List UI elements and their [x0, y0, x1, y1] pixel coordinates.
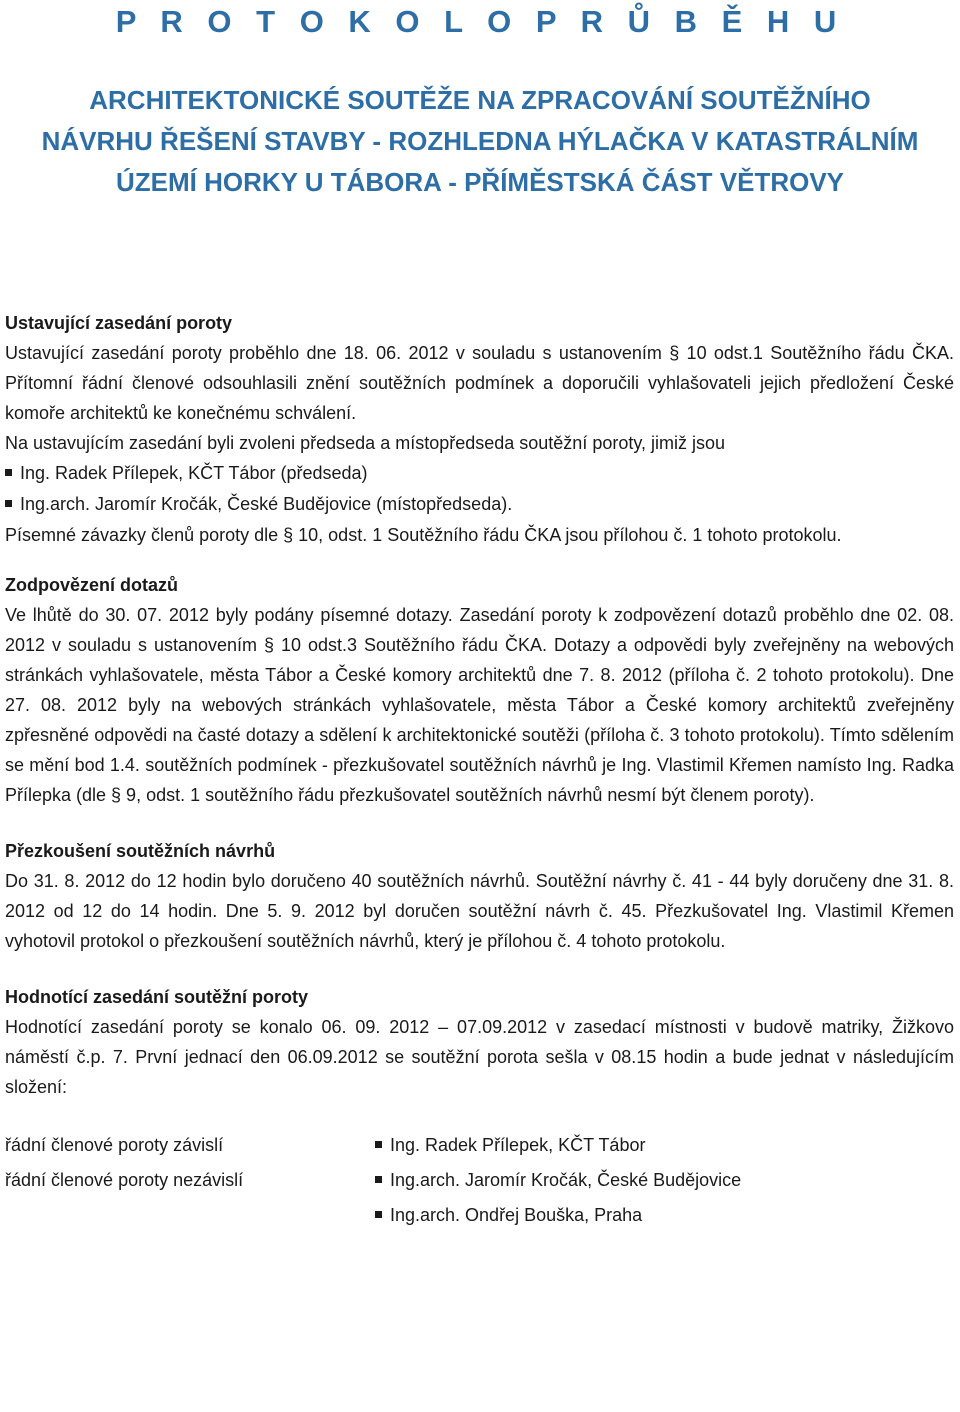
list-item-text: Ing. Radek Přílepek, KČT Tábor: [390, 1135, 646, 1155]
paragraph-dotazy: Ve lhůtě do 30. 07. 2012 byly podány písemné dotazy. Zasedání poroty k zodpovězení dotazů proběhlo dne 02. 08. 2012 v souladu s ustanovením § 10 odst.3 Soutěžního řádu ČKA. Dotazy a odpovědi byly zveřejněny na webových stránkách vyhlašovatele, města Tábor a České komory architektů dne 7. 8. 2012 (příloha č. 2 tohoto protokolu). Dne 27. 08. 2012 byly na webových stránkách vyhlašovatele, města Tábor a České komory architektů zveřejněny zpřesněné odpovědi na časté dotazy a sdělení k architektonické soutěži (příloha č. 3 tohoto protokolu). Tímto sdělením se mění bod 1.4. soutěžních podmínek - přezkušovatel soutěžních návrhů je Ing. Vlastimil Křemen namísto Ing. Radka Přílepka (dle § 9, odst. 1 soutěžního řádu přezkušovatel soutěžních návrhů nesmí být členem poroty).: [5, 605, 954, 805]
empty-label-cell: [5, 1200, 375, 1230]
jury-composition: [5, 1130, 954, 1230]
paragraph-ustavujici-2: Na ustavujícím zasedání byli zvoleni předseda a místopředseda soutěžní poroty, jimiž jsou: [5, 433, 726, 453]
subtitle-line-2: NÁVRHU ŘEŠENÍ STAVBY - ROZHLEDNA HÝLAČKA V KATASTRÁLNÍM: [41, 126, 919, 156]
list-item-text: Ing.arch. Jaromír Kročák, České Budějovice: [390, 1170, 742, 1190]
list-item: [375, 1165, 954, 1195]
list-item-text: Ing.arch. Jaromír Kročák, České Budějovice (místopředseda).: [20, 494, 513, 514]
section-heading-hodnotici: Hodnotící zasedání soutěžní poroty: [5, 987, 309, 1007]
bullet-icon: [5, 500, 12, 507]
document-subtitle: [40, 80, 920, 203]
bullet-icon: [5, 469, 12, 476]
bullet-icon: [375, 1176, 382, 1183]
list-item: [5, 458, 954, 489]
subtitle-line-1: ARCHITEKTONICKÉ SOUTĚŽE NA ZPRACOVÁNÍ SOUTĚŽNÍHO: [89, 85, 871, 115]
document-body: [5, 308, 954, 1230]
independent-members-label: řádní členové poroty nezávislí: [5, 1170, 244, 1190]
dependent-members-label: řádní členové poroty závislí: [5, 1135, 224, 1155]
list-item: [5, 489, 954, 520]
paragraph-ustavujici-3: Písemné závazky členů poroty dle § 10, odst. 1 Soutěžního řádu ČKA jsou přílohou č. 1 tohoto protokolu.: [5, 525, 842, 545]
bullet-icon: [375, 1141, 382, 1148]
section-heading-ustavujici: Ustavující zasedání poroty: [5, 313, 233, 333]
list-item: [375, 1130, 954, 1160]
paragraph-ustavujici-1: Ustavující zasedání poroty proběhlo dne 18. 06. 2012 v souladu s ustanovením § 10 odst.1 Soutěžního řádu ČKA. Přítomní řádní členové odsouhlasili znění soutěžních podmínek a doporučili vyhlašovateli jejich předložení České komoře architektů ke konečnému schválení.: [5, 343, 954, 423]
list-item-text: Ing.arch. Ondřej Bouška, Praha: [390, 1205, 643, 1225]
section-heading-dotazy: Zodpovězení dotazů: [5, 575, 178, 595]
document-title: P R O T O K O L O P R Ů B Ě H U: [115, 4, 845, 39]
list-item-text: Ing. Radek Přílepek, KČT Tábor (předseda): [20, 463, 368, 483]
list-item: [375, 1200, 954, 1230]
paragraph-hodnotici: Hodnotící zasedání poroty se konalo 06. 09. 2012 – 07.09.2012 v zasedací místnosti v budově matriky, Žižkovo náměstí č.p. 7. První jednací den 06.09.2012 se soutěžní porota sešla v 08.15 hodin a bude jednat v následujícím složení:: [5, 1017, 954, 1097]
subtitle-line-3: ÚZEMÍ HORKY U TÁBORA - PŘÍMĚSTSKÁ ČÁST VĚTROVY: [115, 167, 845, 197]
bullet-icon: [375, 1211, 382, 1218]
section-heading-prezkouseni: Přezkoušení soutěžních návrhů: [5, 841, 276, 861]
paragraph-prezkouseni: Do 31. 8. 2012 do 12 hodin bylo doručeno 40 soutěžních návrhů. Soutěžní návrhy č. 41 - 44 byly doručeny dne 31. 8. 2012 od 12 do 14 hodin. Dne 5. 9. 2012 byl doručen soutěžní návrh č. 45. Přezkušovatel Ing. Vlastimil Křemen vyhotovil protokol o přezkoušení soutěžních návrhů, který je přílohou č. 4 tohoto protokolu.: [5, 871, 954, 951]
